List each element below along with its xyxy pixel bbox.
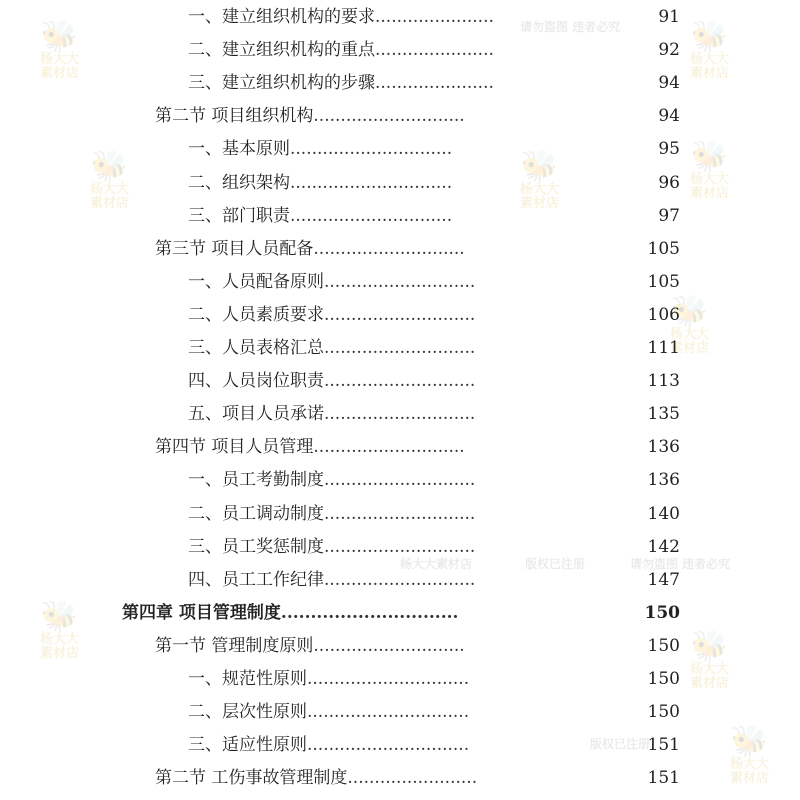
toc-subsection-entry[interactable] (188, 201, 452, 231)
toc-entry-label: 三、人员表格汇总 (188, 338, 324, 358)
toc-page-number: 92 (658, 40, 680, 60)
watermark-subtext: 素材店 (40, 646, 80, 662)
toc-leader-dots: .............................. (290, 173, 453, 193)
toc-entry-label: 五、项目人员承诺 (188, 404, 324, 424)
toc-leader-dots: ............................ (313, 106, 465, 126)
toc-subsection-entry[interactable] (188, 35, 494, 65)
toc-page-number: 136 (647, 437, 680, 457)
toc-chapter-entry[interactable] (122, 598, 458, 628)
watermark-subtext: 素材店 (730, 771, 770, 787)
toc-page-number: 151 (647, 735, 680, 755)
watermark-text: 杨大大 (690, 172, 730, 187)
watermark-bee-logo (690, 140, 729, 202)
toc-leader-dots: .............................. (307, 735, 470, 755)
bee-icon: 🐝 (40, 599, 79, 634)
toc-subsection-entry[interactable] (188, 399, 475, 429)
toc-page-number: 135 (647, 404, 680, 424)
toc-page-number: 150 (647, 702, 680, 722)
toc-entry-label: 第四章 项目管理制度 (122, 603, 281, 623)
toc-page-number: 150 (647, 636, 680, 656)
toc-section-entry[interactable] (155, 101, 465, 131)
watermark-text-line: 请勿盗图 违者必究 (630, 557, 731, 571)
toc-subsection-entry[interactable] (188, 168, 452, 198)
watermark-bee-logo (90, 150, 129, 212)
toc-entry-label: 三、建立组织机构的步骤 (188, 73, 375, 93)
toc-leader-dots: ........................ (347, 768, 478, 788)
toc-leader-dots: ............................ (324, 570, 476, 590)
toc-page-number: 140 (647, 504, 680, 524)
toc-page-number: 94 (658, 106, 680, 126)
toc-leader-dots: ...................... (375, 7, 494, 27)
toc-entry-label: 第一节 管理制度原则 (155, 636, 314, 656)
toc-entry-label: 第三节 项目人员配备 (155, 239, 314, 259)
toc-page-number: 97 (658, 206, 680, 226)
toc-page-number: 151 (647, 768, 680, 788)
watermark-subtext: 素材店 (90, 196, 130, 212)
bee-icon: 🐝 (90, 149, 129, 184)
toc-leader-dots: ............................ (324, 504, 476, 524)
watermark-subtext: 素材店 (690, 66, 730, 82)
bee-icon: 🐝 (730, 724, 769, 759)
toc-entry-label: 一、建立组织机构的要求 (188, 7, 375, 27)
toc-entry-label: 一、员工考勤制度 (188, 470, 324, 490)
toc-leader-dots: ............................ (324, 470, 476, 490)
toc-leader-dots: ............................ (313, 437, 465, 457)
toc-leader-dots: ............................ (324, 404, 476, 424)
bee-icon: 🐝 (690, 19, 729, 54)
toc-entry-label: 一、规范性原则 (188, 669, 307, 689)
bee-icon: 🐝 (520, 149, 559, 184)
bee-icon: 🐝 (690, 139, 729, 174)
watermark-text: 杨大大 (90, 182, 130, 197)
toc-entry-label: 三、员工奖惩制度 (188, 537, 324, 557)
toc-page-number: 105 (647, 272, 680, 292)
toc-section-entry[interactable] (155, 234, 465, 264)
toc-subsection-entry[interactable] (188, 565, 475, 595)
toc-leader-dots: .............................. (307, 669, 470, 689)
toc-entry-label: 三、适应性原则 (188, 735, 307, 755)
watermark-text: 杨大大 (670, 327, 710, 342)
toc-subsection-entry[interactable] (188, 366, 475, 396)
watermark-text: 杨大大 (40, 52, 80, 67)
toc-leader-dots: ............................ (324, 272, 476, 292)
watermark-bee-logo (730, 725, 769, 787)
watermark-text: 杨大大 (690, 52, 730, 67)
toc-page-number: 150 (647, 669, 680, 689)
toc-page-number: 111 (647, 338, 680, 358)
watermark-subtext: 素材店 (40, 66, 80, 82)
toc-page-number: 150 (644, 603, 680, 623)
toc-leader-dots: .............................. (280, 603, 459, 623)
toc-page-number: 136 (647, 470, 680, 490)
watermark-subtext: 素材店 (670, 341, 710, 357)
toc-page-number: 106 (647, 305, 680, 325)
toc-page-number: 113 (647, 371, 680, 391)
toc-leader-dots: ............................ (324, 537, 476, 557)
toc-subsection-entry[interactable] (188, 267, 475, 297)
toc-entry-label: 三、部门职责 (188, 206, 290, 226)
watermark-subtext: 素材店 (520, 196, 560, 212)
toc-page-number: 91 (658, 7, 680, 27)
toc-entry-label: 四、员工工作纪律 (188, 570, 324, 590)
toc-page-number: 94 (658, 73, 680, 93)
toc-entry-label: 第二节 项目组织机构 (155, 106, 314, 126)
toc-subsection-entry[interactable] (188, 697, 469, 727)
toc-subsection-entry[interactable] (188, 333, 475, 363)
watermark-bee-logo (40, 20, 79, 82)
toc-leader-dots: ............................ (324, 305, 476, 325)
toc-entry-label: 二、员工调动制度 (188, 504, 324, 524)
toc-section-entry[interactable] (155, 432, 465, 462)
toc-entry-label: 二、建立组织机构的重点 (188, 40, 375, 60)
watermark-text: 杨大大 (730, 757, 770, 772)
watermark-bee-logo (40, 600, 79, 662)
toc-subsection-entry[interactable] (188, 68, 494, 98)
watermark-text: 杨大大 (40, 632, 80, 647)
toc-section-entry[interactable] (155, 631, 465, 661)
toc-leader-dots: ............................ (313, 636, 465, 656)
toc-page-number: 95 (658, 139, 680, 159)
watermark-bee-logo (690, 20, 729, 82)
toc-entry-label: 一、人员配备原则 (188, 272, 324, 292)
toc-entry-label: 四、人员岗位职责 (188, 371, 324, 391)
toc-subsection-entry[interactable] (188, 465, 475, 495)
toc-leader-dots: ...................... (375, 73, 494, 93)
toc-subsection-entry[interactable] (188, 532, 475, 562)
toc-leader-dots: ...................... (375, 40, 494, 60)
toc-subsection-entry[interactable] (188, 664, 469, 694)
toc-section-entry[interactable] (155, 763, 477, 793)
toc-subsection-entry[interactable] (188, 300, 475, 330)
toc-leader-dots: .............................. (307, 702, 470, 722)
watermark-text-line: 版权已注册 (590, 737, 651, 751)
toc-subsection-entry[interactable] (188, 134, 452, 164)
toc-entry-label: 二、人员素质要求 (188, 305, 324, 325)
toc-entry-label: 二、层次性原则 (188, 702, 307, 722)
watermark-bee-logo (520, 150, 559, 212)
watermark-bee-logo (690, 630, 729, 692)
toc-leader-dots: ............................ (313, 239, 465, 259)
toc-leader-dots: ............................ (324, 371, 476, 391)
watermark-text-line: 版权已注册 (525, 557, 586, 571)
toc-leader-dots: ............................ (324, 338, 476, 358)
watermark-text-line: 杨大大素材店 (400, 557, 473, 571)
toc-page-number: 147 (647, 570, 680, 590)
toc-entry-label: 二、组织架构 (188, 173, 290, 193)
toc-page-number: 142 (647, 537, 680, 557)
toc-subsection-entry[interactable] (188, 2, 494, 32)
toc-page-number: 96 (658, 173, 680, 193)
bee-icon: 🐝 (40, 19, 79, 54)
watermark-text-line: 请勿盗图 违者必究 (520, 20, 621, 34)
toc-entry-label: 一、基本原则 (188, 139, 290, 159)
toc-entry-label: 第四节 项目人员管理 (155, 437, 314, 457)
toc-leader-dots: .............................. (290, 139, 453, 159)
toc-entry-label: 第二节 工伤事故管理制度 (155, 768, 348, 788)
watermark-text: 杨大大 (690, 662, 730, 677)
toc-subsection-entry[interactable] (188, 499, 475, 529)
toc-subsection-entry[interactable] (188, 730, 469, 760)
bee-icon: 🐝 (670, 294, 709, 329)
toc-leader-dots: .............................. (290, 206, 453, 226)
bee-icon: 🐝 (690, 629, 729, 664)
watermark-subtext: 素材店 (690, 186, 730, 202)
watermark-text: 杨大大 (520, 182, 560, 197)
watermark-subtext: 素材店 (690, 676, 730, 692)
toc-page-number: 105 (647, 239, 680, 259)
